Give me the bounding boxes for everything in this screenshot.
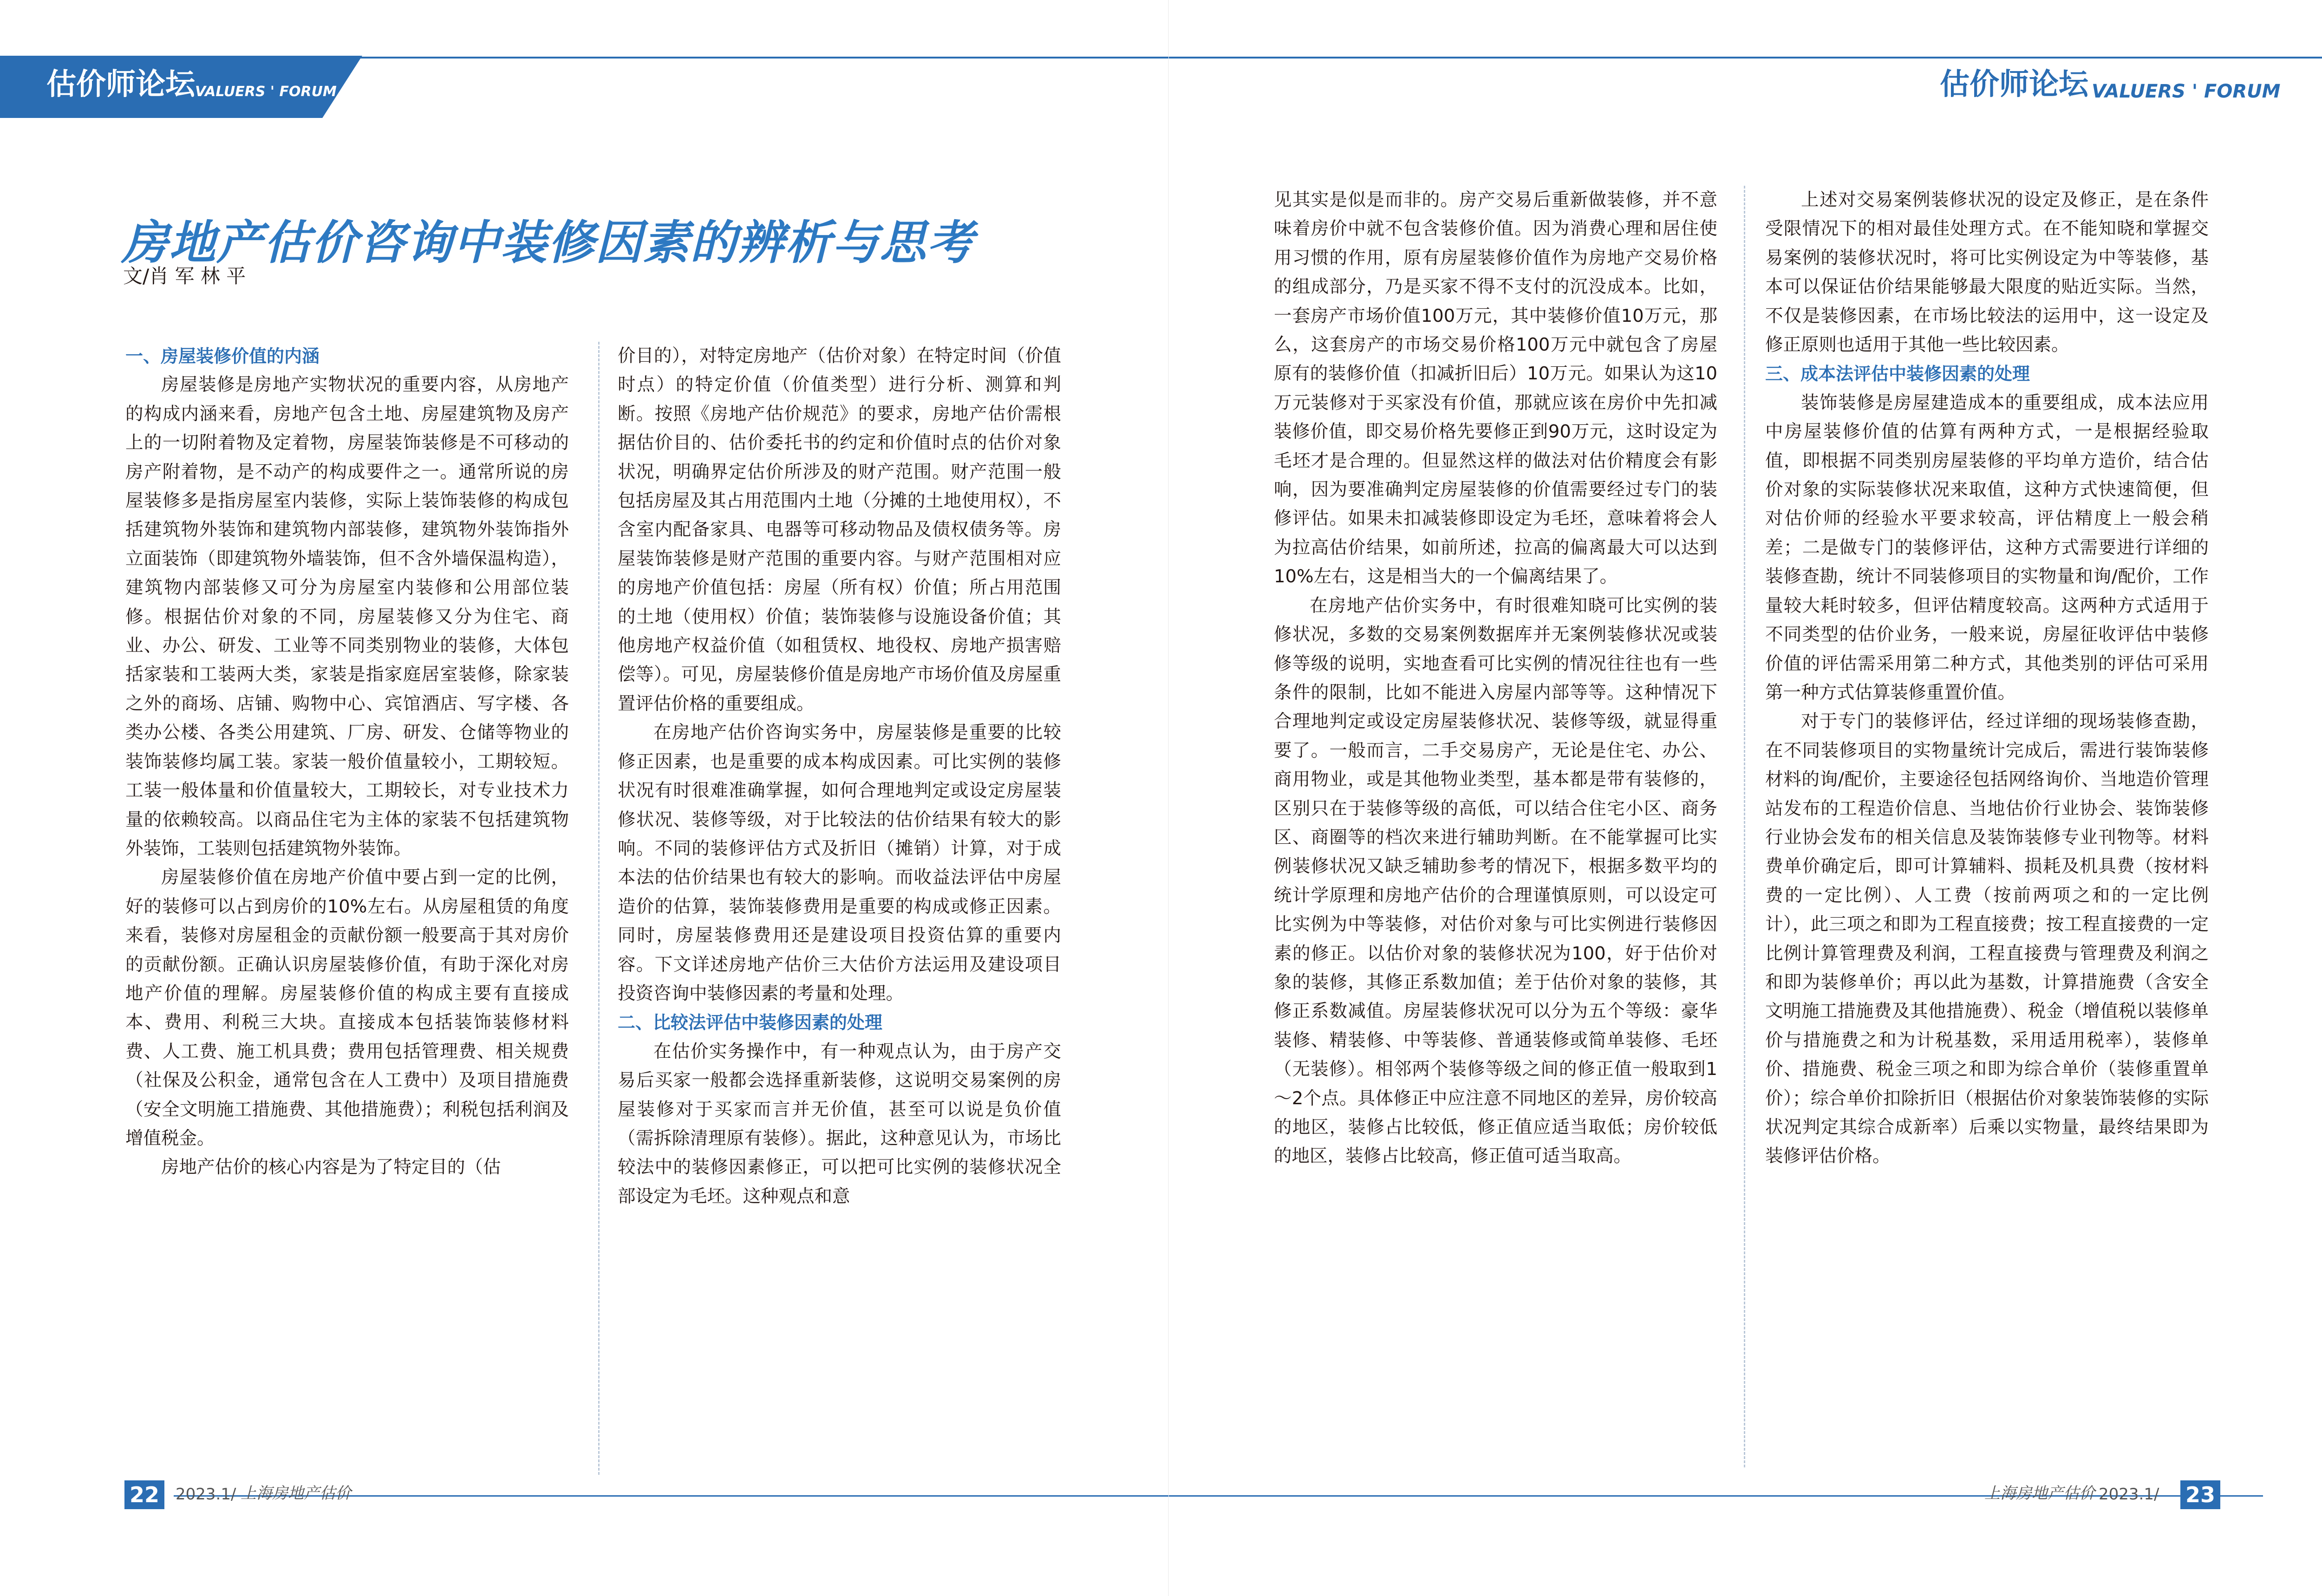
column-divider <box>598 342 600 1475</box>
paragraph: 在房地产估价实务中，有时很难知晓可比实例的装修状况，多数的交易案例数据库并无案例装修状况或装修等级的说明，实地查看可比实例的情况往往也有一些条件的限制，比如不能进入房屋内部等等。这种情况下合理地判定或设定房屋装修状况、装修等级，就显得重要了。一般而言，二手交易房产，无论是住宅、办公、商用物业，或是其他物业类型，基本都是带有装修的，区别只在于装修等级的高低，可以结合住宅小区、商务区、商圈等的档次来进行辅助判断。在不能掌握可比实例装修状况又缺乏辅助参考的情况下，根据多数平均的统计学原理和房地产估价的合理谨慎原则，可以设定可比实例为中等装修，对估价对象与可比实例进行装修因素的修正。以估价对象的装修状况为100，好于估价对象的装修，其修正系数加值；差于估价对象的装修，其修正系数减值。房屋装修状况可以分为五个等级：豪华装修、精装修、中等装修、普通装修或简单装修、毛坯（无装修）。相邻两个装修等级之间的修正值一般取到1～2个点。具体修正中应注意不同地区的差异，房价较高的地区，装修占比较低，修正值应适当取低；房价较低的地区，装修占比较高，修正值可适当取高。 <box>1274 595 1717 1167</box>
issue-label: 2023.1/ <box>176 1485 236 1504</box>
paragraph: 房地产估价的核心内容是为了特定目的（估 <box>161 1157 501 1178</box>
page-number: 22 <box>124 1480 164 1509</box>
paragraph: 装饰装修是房屋建造成本的重要组成，成本法应用中房屋装修价值的估算有两种方式，一是根据经验取值，即根据不同类别房屋装修的平均单方造价，结合估价对象的实际装修状况来取值，这种方式快速简便，但对估价师的经验水平要求较高，评估精度上一般会稍差；二是做专门的装修评估，这种方式需要进行详细的装修查勘，统计不同装修项目的实物量和询/配价，工作量较大耗时较多，但评估精度较高。这两种方式适用于不同类型的估价业务，一般来说，房屋征收评估中装修价值的评估需采用第二种方式，其他类别的评估可采用第一种方式估算装修重置价值。 <box>1765 392 2209 703</box>
section-heading-1: 一、房屋装修价值的内涵 <box>125 346 320 366</box>
paragraph: 房屋装修是房地产实物状况的重要内容，从房地产的构成内涵来看，房地产包含土地、房屋建筑物及房产上的一切附着物及定着物，房屋装饰装修是不可移动的房产附着物，是不动产的构成要件之一。通常所说的房屋装修多是指房屋室内装修，实际上装饰装修的构成包括建筑物外装饰和建筑物内部装修，建筑物外装饰指外立面装饰（即建筑物外墙装饰，但不含外墙保温构造），建筑物内部装修又可分为房屋室内装修和公用部位装修。根据估价对象的不同，房屋装修又分为住宅、商业、办公、研发、工业等不同类别物业的装修，大体包括家装和工装两大类，家装是指家庭居室装修，除家装之外的商场、店铺、购物中心、宾馆酒店、写字楼、各类办公楼、各类公用建筑、厂房、研发、仓储等物业的装饰装修均属工装。家装一般价值量较小，工期较短。工装一般体量和价值量较大，工期较长，对专业技术力量的依赖较高。以商品住宅为主体的家装不包括建筑物外装饰，工装则包括建筑物外装饰。 <box>125 374 569 859</box>
section-name-cn: 估价师论坛 <box>1940 67 2088 102</box>
byline: 文/肖 军 林 平 <box>123 265 246 287</box>
page-number: 23 <box>2180 1480 2220 1509</box>
paragraph-continued: 见其实是似是而非的。房产交易后重新做装修，并不意味着房价中就不包含装修价值。因为消费心理和居住使用习惯的作用，原有房屋装修价值作为房地产交易价格的组成部分，乃是买家不得不支付的沉没成本。比如，一套房产市场价值100万元，其中装修价值10万元，那么，这套房产的市场交易价格100万元中就包含了房屋原有的装修价值（扣减折旧后）10万元。如果认为这10万元装修对于买家没有价值，那就应该在房价中先扣减装修价值，即交易价格先要修正到90万元，这时设定为毛坯才是合理的。但显然这样的做法对估价精度会有影响，因为要准确判定房屋装修的价值需要经过专门的装修评估。如果未扣减装修即设定为毛坯，意味着将会人为拉高估价结果，如前所述，拉高的偏离最大可以达到10%左右，这是相当大的一个偏离结果了。 <box>1274 189 1717 587</box>
paragraph-continued: 价目的），对特定房地产（估价对象）在特定时间（价值时点）的特定价值（价值类型）进行分析、测算和判断。按照《房地产估价规范》的要求，房地产估价需根据估价目的、估价委托书的约定和价值时点的估价对象状况，明确界定估价所涉及的财产范围。财产范围一般包括房屋及其占用范围内土地（分摊的土地使用权），不含室内配备家具、电器等可移动物品及债权债务等。房屋装饰装修是财产范围的重要内容。与财产范围相对应的房地产价值包括：房屋（所有权）价值；所占用范围的土地（使用权）价值；装饰装修与设施设备价值；其他房地产权益价值（如租赁权、地役权、房地产损害赔偿等）。可见，房屋装修价值是房地产市场价值及房屋重置评估价格的重要组成。 <box>618 345 1061 714</box>
paragraph: 在估价实务操作中，有一种观点认为，由于房产交易后买家一般都会选择重新装修，这说明交易案例的房屋装修对于买家而言并无价值，甚至可以说是负价值（需拆除清理原有装修）。据此，这种意见认为，市场比较法中的装修因素修正，可以把可比实例的装修状况全部设定为毛坯。这种观点和意 <box>618 1041 1061 1207</box>
text-column-4 <box>1765 186 2209 1171</box>
section-name-cn: 估价师论坛 <box>46 67 195 102</box>
paragraph: 在房地产估价咨询实务中，房屋装修是重要的比较修正因素，也是重要的成本构成因素。可比实例的装修状况有时很难准确掌握，如何合理地判定或设定房屋装修状况、装修等级，对于比较法的估价结果有较大的影响。不同的装修评估方式及折旧（摊销）计算，对于成本法的估价结果也有较大的影响。而收益法评估中房屋造价的估算，装饰装修费用是重要的构成或修正因素。同时，房屋装修费用还是建设项目投资估算的重要内容。下文详述房地产估价三大估价方法运用及建设项目投资咨询中装修因素的考量和处理。 <box>618 722 1061 1004</box>
text-column-2 <box>618 342 1061 1211</box>
text-column-3 <box>1274 186 1717 1171</box>
section-heading-3: 三、成本法评估中装修因素的处理 <box>1765 364 2030 384</box>
publication-name: 上海房地产估价 <box>1984 1484 2095 1503</box>
paragraph: 上述对交易案例装修状况的设定及修正，是在条件受限情况下的相对最佳处理方式。在不能知晓和掌握交易案例的装修状况时，将可比实例设定为中等装修，基本可以保证估价结果能够最大限度的贴近实际。当然，不仅是装修因素，在市场比较法的运用中，这一设定及修正原则也适用于其他一些比较因素。 <box>1765 189 2209 356</box>
paragraph: 房屋装修价值在房地产价值中要占到一定的比例，好的装修可以占到房价的10%左右。从房屋租赁的角度来看，装修对房屋租金的贡献份额一般要高于其对房价的贡献份额。正确认识房屋装修价值，有助于深化对房地产价值的理解。房屋装修价值的构成主要有直接成本、费用、利税三大块。直接成本包括装饰装修材料费、人工费、施工机具费；费用包括管理费、相关规费（社保及公积金，通常包含在人工费中）及项目措施费（安全文明施工措施费、其他措施费）；利税包括利润及增值税金。 <box>125 867 569 1149</box>
paragraph: 对于专门的装修评估，经过详细的现场装修查勘，在不同装修项目的实物量统计完成后，需进行装饰装修材料的询/配价，主要途径包括网络询价、当地造价管理站发布的工程造价信息、当地估价行业协会、装饰装修行业协会发布的相关信息及装饰装修专业刊物等。材料费单价确定后，即可计算辅料、损耗及机具费（按材料费的一定比例）、人工费（按前两项之和的一定比例计），此三项之和即为工程直接费；按工程直接费的一定比例计算管理费及利润，工程直接费与管理费及利润之和即为装修单价；再以此为基数，计算措施费（含安全文明施工措施费及其他措施费）、税金（增值税以装修单价与措施费之和为计税基数，采用适用税率），装修单价、措施费、税金三项之和即为综合单价（装修重置单价）；综合单价扣除折旧（根据估价对象装饰装修的实际状况判定其综合成新率）后乘以实物量，最终结果即为装修评估价格。 <box>1765 711 2209 1167</box>
publication-name: 上海房地产估价 <box>241 1484 351 1503</box>
article-title: 房地产估价咨询中装修因素的辨析与思考 <box>122 215 974 270</box>
section-name-en: VALUERS ' FORUM <box>2092 81 2281 102</box>
header-rule <box>297 57 1168 59</box>
issue-label: 2023.1/ <box>2099 1485 2159 1504</box>
text-column-1 <box>125 342 569 1182</box>
section-name-en: VALUERS ' FORUM <box>195 84 337 100</box>
section-heading-2: 二、比较法评估中装修因素的处理 <box>618 1012 883 1033</box>
header-rule <box>1169 57 2322 59</box>
column-divider <box>1744 186 1745 1467</box>
